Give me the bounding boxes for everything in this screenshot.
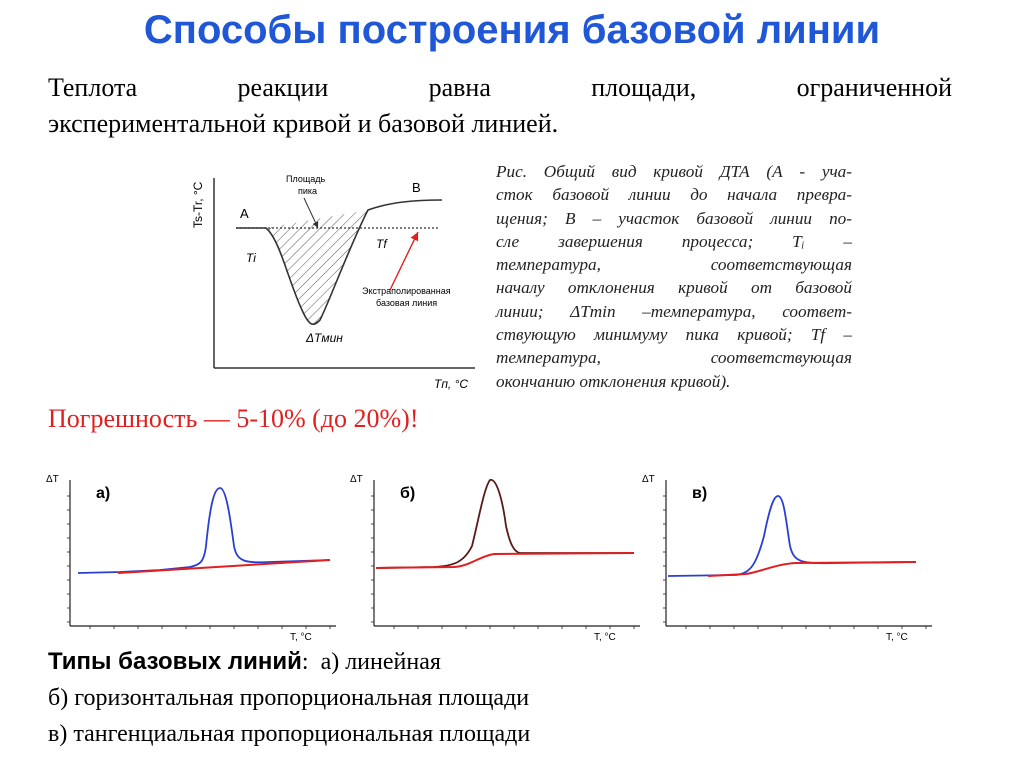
baseline-chart-a bbox=[40, 466, 340, 643]
chart-panel-label: б) bbox=[400, 485, 416, 502]
chart-x-label: T, °C bbox=[886, 632, 908, 643]
caption-line: сле завершения процесса; Tᵢ – bbox=[496, 231, 852, 251]
dsc-curve bbox=[78, 488, 330, 573]
chart-y-label: ΔT bbox=[350, 474, 363, 485]
baseline-chart-c bbox=[636, 466, 936, 643]
delta-t-min-label: ΔTмин bbox=[306, 331, 343, 345]
caption-line: сток базовой линии до начала превра- bbox=[496, 185, 852, 205]
dta-label-a: A bbox=[240, 206, 249, 221]
extrapolated-arrow bbox=[390, 232, 418, 290]
chart-y-label: ΔT bbox=[642, 474, 655, 485]
baseline-linear bbox=[118, 560, 330, 573]
baseline-chart-b bbox=[344, 466, 644, 643]
types-colon: : bbox=[301, 649, 309, 675]
chart-panel-label: а) bbox=[96, 485, 111, 502]
caption-line: ствующую минимуму пика кривой; Tf – bbox=[496, 325, 852, 345]
dta-curve-figure bbox=[190, 170, 480, 400]
dta-label-b: B bbox=[412, 180, 421, 195]
slide-title: Способы построения базовой линии bbox=[143, 8, 881, 52]
caption-line: температура, соответствующая bbox=[496, 255, 852, 275]
chart-y-label: ΔT bbox=[46, 474, 59, 485]
type-c-text: в) тангенциальная пропорциональная площади bbox=[48, 721, 531, 747]
peak-area-hatch bbox=[266, 210, 368, 324]
types-heading: Типы базовых линий bbox=[48, 648, 302, 675]
peak-area-label-1: Площадь bbox=[286, 174, 326, 184]
type-b-text: б) горизонтальная пропорциональная площади bbox=[48, 685, 530, 711]
caption-line: линии; ΔTmin –температура, соответ- bbox=[496, 301, 852, 321]
caption-line: окончанию отклонения кривой). bbox=[496, 371, 731, 391]
type-a-text: а) линейная bbox=[320, 649, 441, 675]
baseline-tangential bbox=[708, 562, 916, 576]
error-note: Погрешность — 5-10% (до 20%)! bbox=[48, 404, 419, 433]
peak-area-label-2: пика bbox=[298, 186, 318, 196]
intro-paragraph bbox=[48, 70, 952, 142]
chart-panel-label: в) bbox=[692, 485, 708, 502]
dta-label-tf: Tf bbox=[376, 237, 387, 251]
baseline-horizontal bbox=[376, 553, 634, 568]
extrapolated-label-1: Экстраполированная bbox=[362, 286, 451, 296]
baseline-types-list bbox=[48, 644, 530, 752]
caption-line: началу отклонения кривой от базовой bbox=[496, 278, 852, 298]
intro-line-1: Теплота реакции равна площади, ограниченной bbox=[48, 73, 952, 102]
caption-line: щения; В – участок базовой линии по- bbox=[496, 208, 852, 228]
dta-label-ti: Ti bbox=[246, 251, 256, 265]
extrapolated-label-2: базовая линия bbox=[376, 298, 438, 308]
figure-caption bbox=[496, 160, 852, 393]
chart-x-label: T, °C bbox=[594, 632, 616, 643]
dta-y-axis-label: Ts-Tr, °C bbox=[191, 181, 205, 228]
chart-x-label: T, °C bbox=[290, 632, 312, 643]
caption-line: Рис. Общий вид кривой ДТА (А - уча- bbox=[496, 162, 852, 181]
dta-x-axis-label: Tп, °C bbox=[434, 377, 469, 391]
intro-line-2: экспериментальной кривой и базовой линией. bbox=[48, 109, 559, 138]
caption-line: температура, соответствующая bbox=[496, 348, 852, 368]
